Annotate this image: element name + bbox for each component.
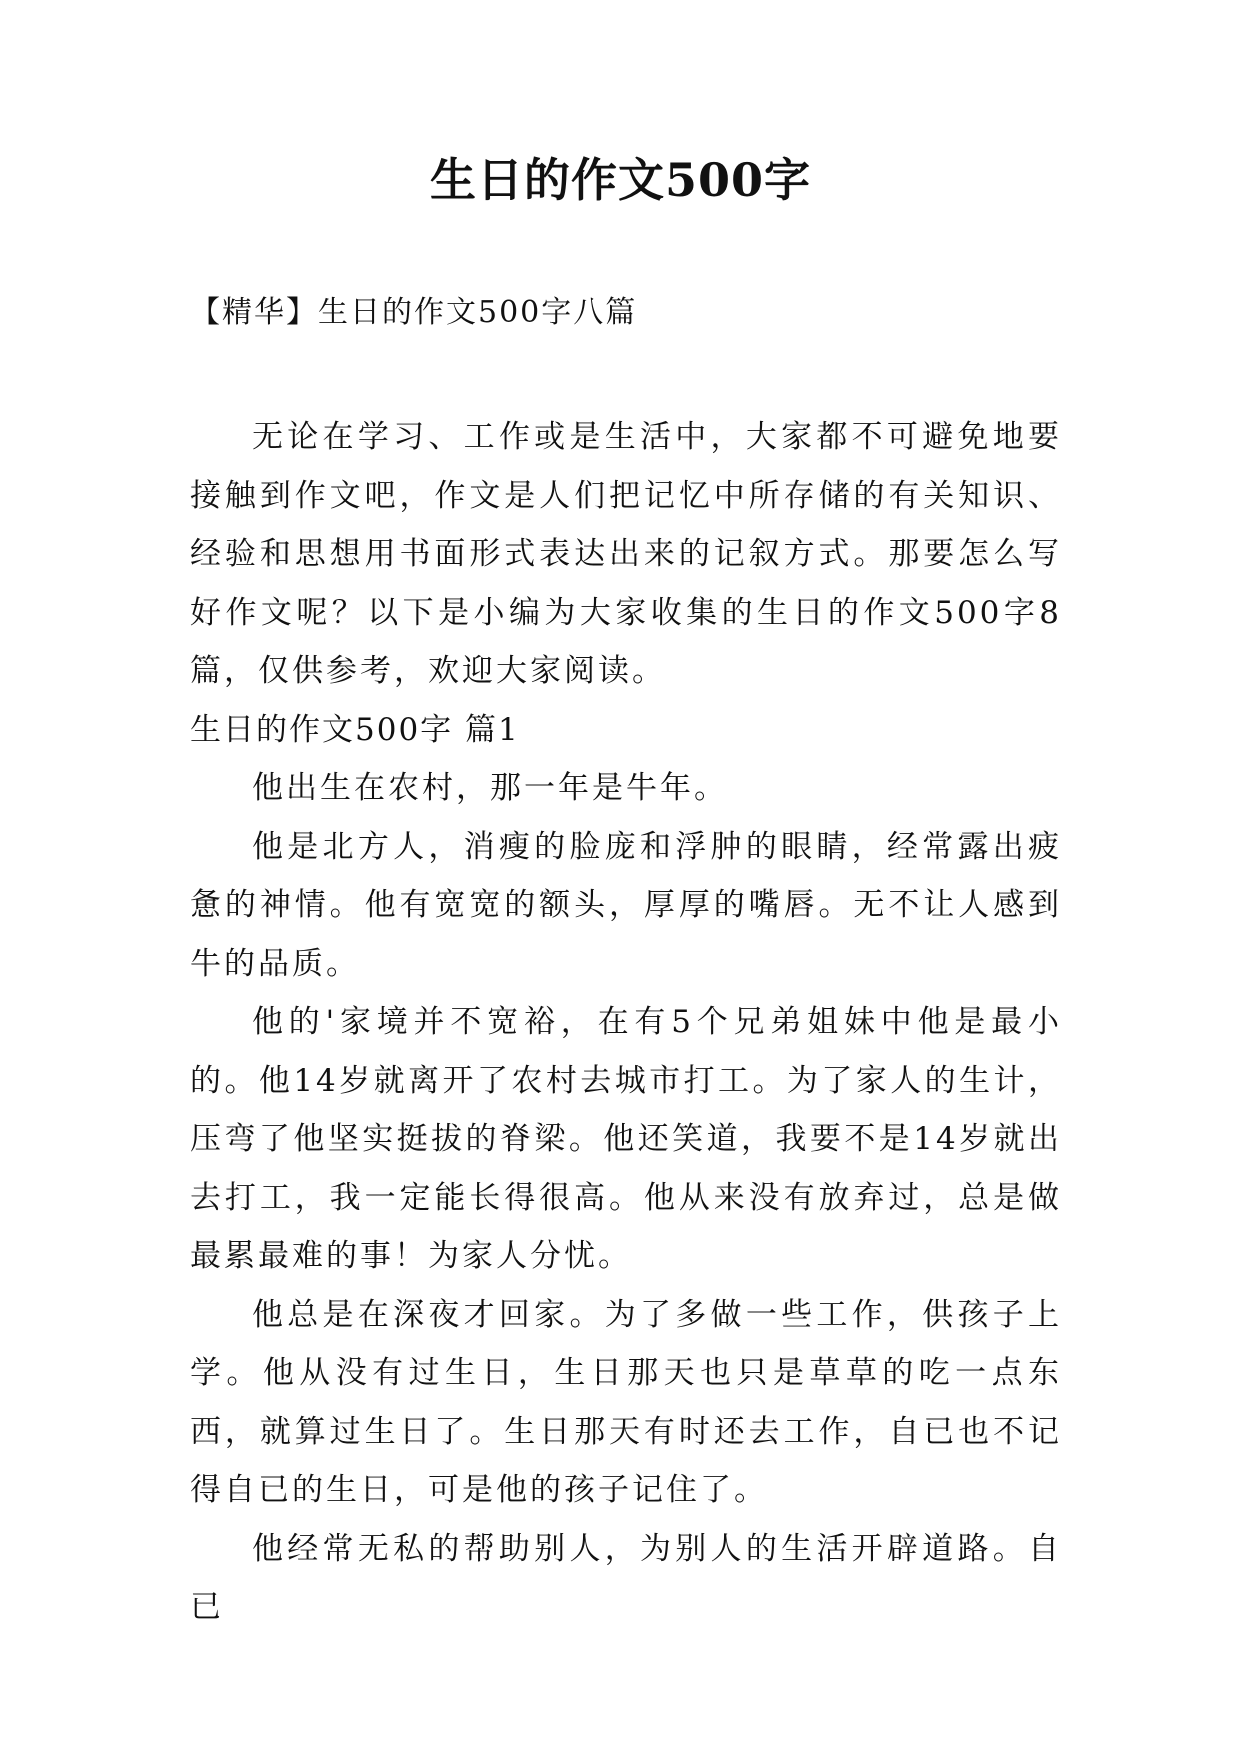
document-body bbox=[190, 408, 1062, 1637]
body-paragraph: 他是北方人，消瘦的脸庞和浮肿的眼睛，经常露出疲惫的神情。他有宽宽的额头，厚厚的嘴唇。无不让人感到牛的品质。 bbox=[190, 828, 1062, 982]
body-paragraph: 他经常无私的帮助别人，为别人的生活开辟道路。自已 bbox=[190, 1530, 1062, 1625]
intro-paragraph: 无论在学习、工作或是生活中，大家都不可避免地要接触到作文吧，作文是人们把记忆中所存储的有关知识、经验和思想用书面形式表达出来的记叙方式。那要怎么写好作文呢？以下是小编为大家收集的生日的作文500字8篇，仅供参考，欢迎大家阅读。 bbox=[190, 419, 1062, 689]
section-heading: 生日的作文500字 篇1 bbox=[190, 711, 520, 748]
body-paragraph: 他出生在农村，那一年是牛年。 bbox=[252, 770, 728, 806]
body-paragraph: 他总是在深夜才回家。为了多做一些工作，供孩子上学。他从没有过生日，生日那天也只是草草的吃一点东西，就算过生日了。生日那天有时还去工作，自已也不记得自已的生日，可是他的孩子记住了。 bbox=[190, 1296, 1062, 1508]
body-paragraph: 他的'家境并不宽裕，在有5个兄弟姐妹中他是最小的。他14岁就离开了农村去城市打工。为了家人的生计，压弯了他坚实挺拔的脊梁。他还笑道，我要不是14岁就出去打工，我一定能长得很高。他从来没有放弃过，总是做最累最难的事！为家人分忧。 bbox=[190, 1004, 1062, 1274]
document-title: 生日的作文500字 bbox=[429, 153, 812, 207]
document-subtitle: 【精华】生日的作文500字八篇 bbox=[190, 295, 638, 330]
